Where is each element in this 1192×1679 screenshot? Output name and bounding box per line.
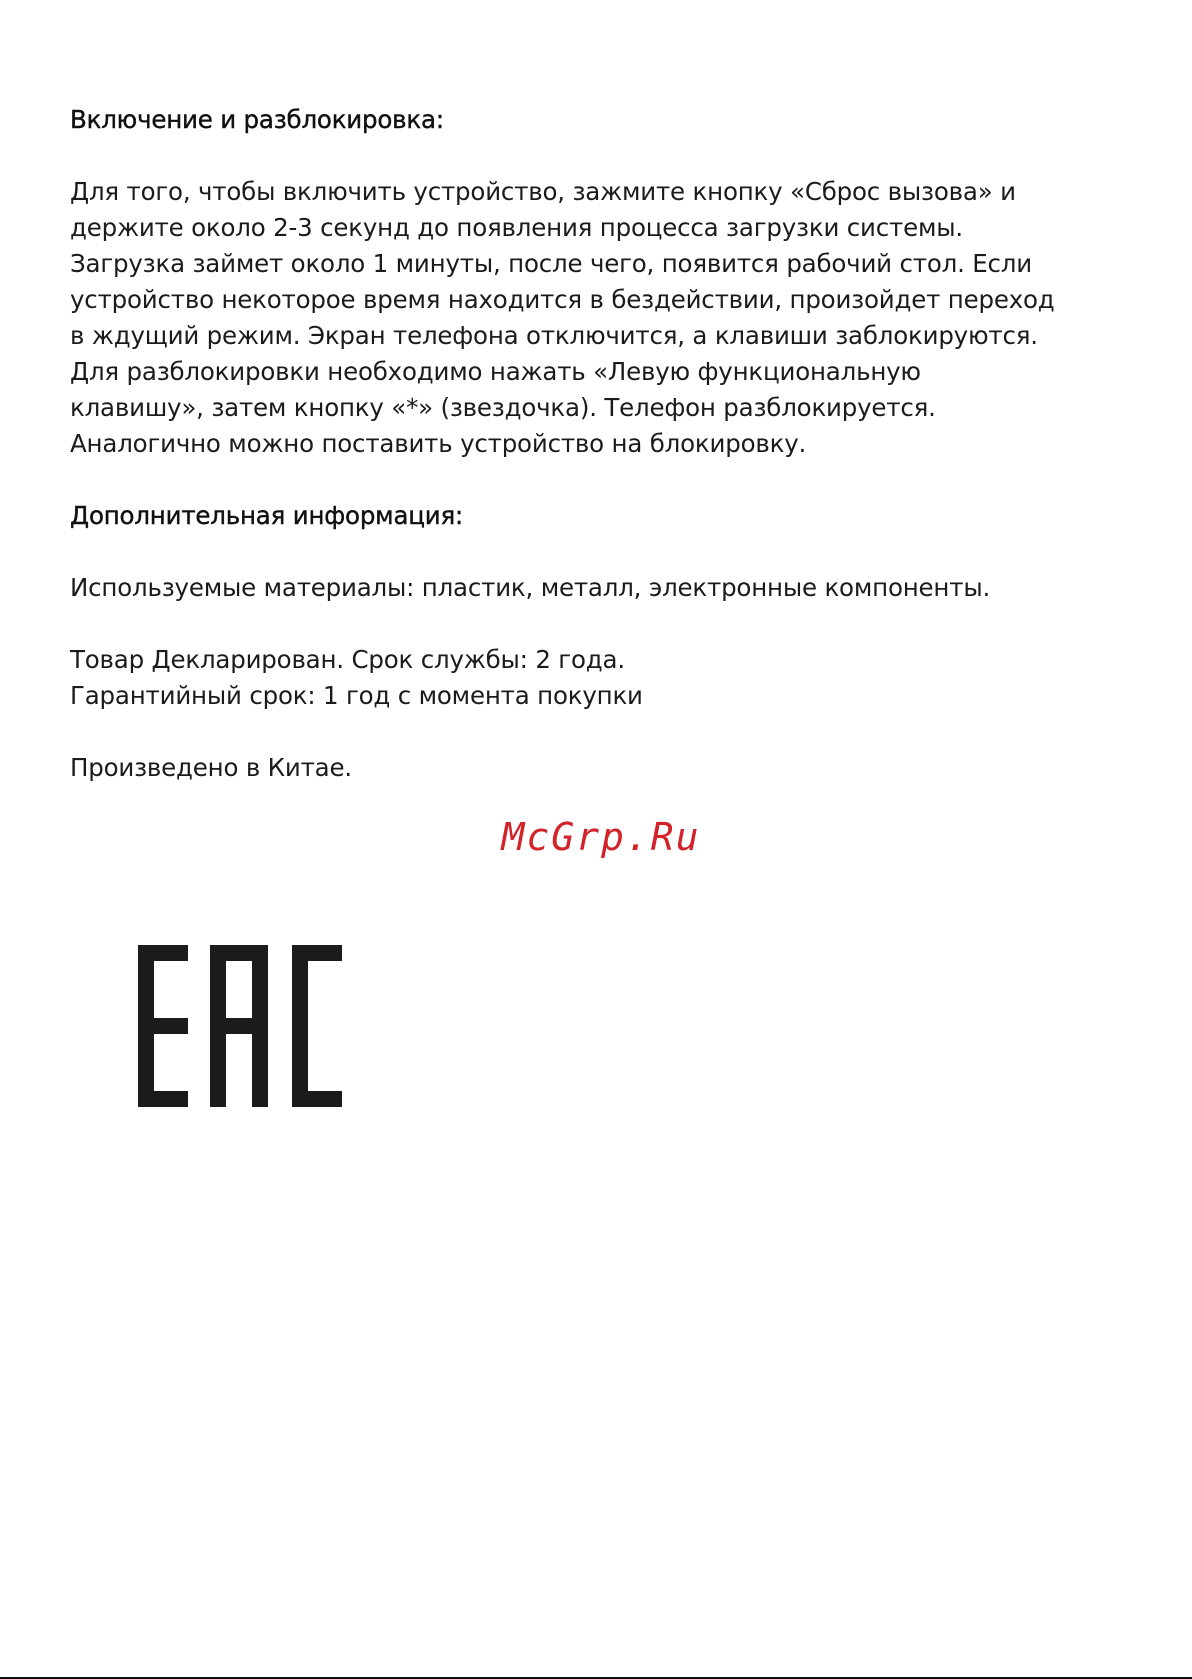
spacer (70, 462, 1130, 498)
materials-text: Используемые материалы: пластик, металл, электронные компоненты. (70, 573, 991, 602)
paragraph-line: устройство некоторое время находится в бездействии, произойдет переход (70, 285, 1055, 314)
document-body (70, 102, 1130, 786)
warranty-text: Гарантийный срок: 1 год с момента покупки (70, 681, 643, 710)
section-heading-additional-info: Дополнительная информация: (70, 501, 464, 530)
spacer (70, 606, 1130, 642)
paragraph-line: в ждущий режим. Экран телефона отключится, а клавиши заблокируются. (70, 321, 1038, 350)
paragraph-line: Аналогично можно поставить устройство на блокировку. (70, 429, 807, 458)
paragraph-line: клавишу», затем кнопку «*» (звездочка). Телефон разблокируется. (70, 393, 936, 422)
power-unlock-paragraph (70, 174, 1130, 462)
declared-text: Товар Декларирован. Срок службы: 2 года. (70, 645, 625, 674)
section-heading-power-unlock: Включение и разблокировка: (70, 105, 444, 134)
origin-text: Произведено в Китае. (70, 753, 352, 782)
spacer (70, 534, 1130, 570)
spacer (70, 138, 1130, 174)
eac-mark-icon (138, 945, 342, 1107)
spacer (70, 714, 1130, 750)
watermark-text: McGrp.Ru (501, 815, 701, 859)
paragraph-line: Для разблокировки необходимо нажать «Левую функциональную (70, 357, 921, 386)
paragraph-line: Для того, чтобы включить устройство, зажмите кнопку «Сброс вызова» и (70, 177, 1016, 206)
paragraph-line: держите около 2-3 секунд до появления процесса загрузки системы. (70, 213, 963, 242)
paragraph-line: Загрузка займет около 1 минуты, после чего, появится рабочий стол. Если (70, 249, 1032, 278)
declaration-block (70, 642, 1130, 714)
